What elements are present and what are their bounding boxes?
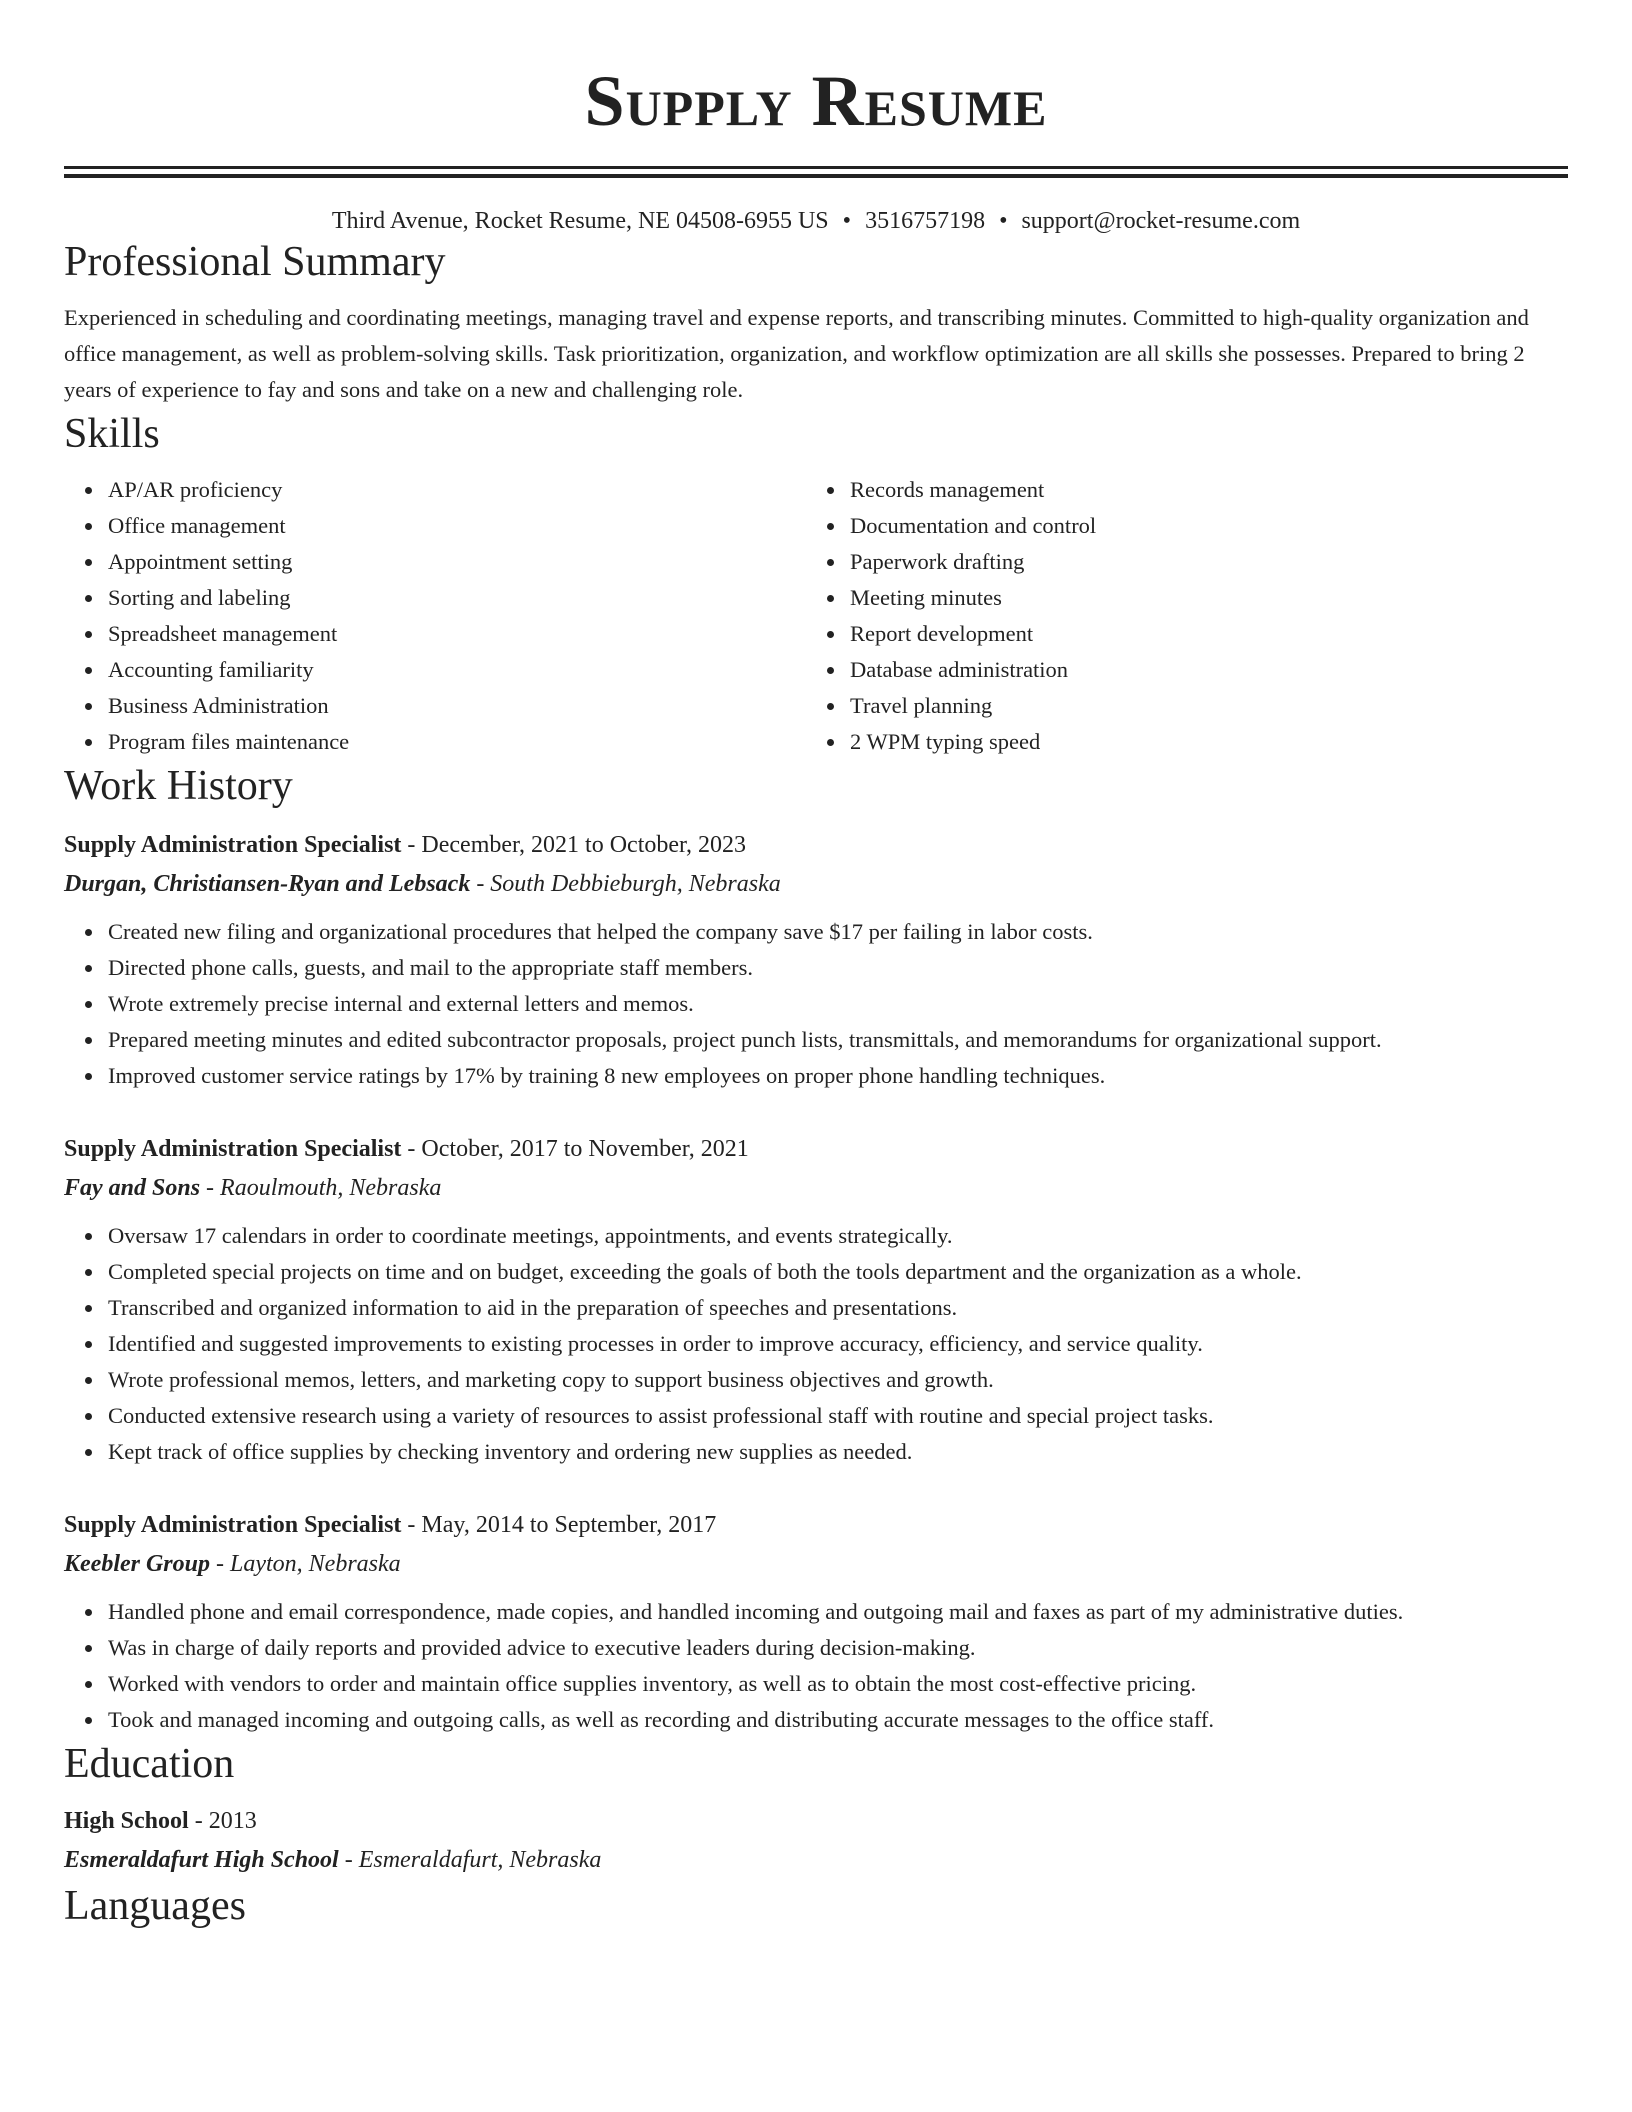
skills-heading: Skills <box>64 411 160 457</box>
job-company-line <box>64 1168 1568 1208</box>
resume-title: Supply Resume <box>584 61 1048 141</box>
contact-email: support@rocket-resume.com <box>1021 208 1301 234</box>
work-history-heading: Work History <box>64 763 293 809</box>
job-entry <box>64 826 1568 1094</box>
languages-heading: Languages <box>64 1883 246 1929</box>
job-dates: - December, 2021 to October, 2023 <box>407 832 747 858</box>
job-entry <box>64 1506 1568 1738</box>
education-degree-line <box>64 1802 1568 1840</box>
job-duties <box>64 1218 1568 1470</box>
contact-separator: • <box>999 208 1008 234</box>
job-dates: - May, 2014 to September, 2017 <box>407 1512 717 1538</box>
skill-item: 2 WPM typing speed <box>850 724 1548 760</box>
job-company: Keebler Group <box>64 1551 210 1577</box>
education-location: - Esmeraldafurt, Nebraska <box>344 1847 602 1873</box>
job-location: - Raoulmouth, Nebraska <box>206 1175 442 1201</box>
job-title-line <box>64 1506 1568 1544</box>
skill-item: Database administration <box>850 652 1548 688</box>
job-title: Supply Administration Specialist <box>64 1512 402 1538</box>
job-duty: Handled phone and email correspondence, made copies, and handled incoming and outgoing mail and faxes as part of my administrative duties. <box>108 1594 1568 1630</box>
job-company-line <box>64 1544 1568 1584</box>
skills-columns <box>64 472 1568 760</box>
job-duty: Transcribed and organized information to aid in the preparation of speeches and presentations. <box>108 1290 1568 1326</box>
job-duty: Improved customer service ratings by 17% by training 8 new employees on proper phone handling techniques. <box>108 1058 1568 1094</box>
job-dates: - October, 2017 to November, 2021 <box>407 1136 749 1162</box>
education-degree: High School <box>64 1808 189 1834</box>
skill-item: Records management <box>850 472 1548 508</box>
skills-right-list <box>806 472 1548 760</box>
skill-item: Meeting minutes <box>850 580 1548 616</box>
job-duty: Completed special projects on time and on budget, exceeding the goals of both the tools department and the organization as a whole. <box>108 1254 1568 1290</box>
education-heading: Education <box>64 1741 235 1787</box>
job-duty: Took and managed incoming and outgoing calls, as well as recording and distributing accurate messages to the office staff. <box>108 1702 1568 1738</box>
skill-item: Paperwork drafting <box>850 544 1548 580</box>
job-duty: Prepared meeting minutes and edited subcontractor proposals, project punch lists, transmittals, and memorandums for organizational support. <box>108 1022 1568 1058</box>
skill-item: Documentation and control <box>850 508 1548 544</box>
job-company: Durgan, Christiansen-Ryan and Lebsack <box>64 871 471 897</box>
job-duty: Identified and suggested improvements to existing processes in order to improve accuracy, efficiency, and service quality. <box>108 1326 1568 1362</box>
job-title: Supply Administration Specialist <box>64 1136 402 1162</box>
summary-text: Experienced in scheduling and coordinating meetings, managing travel and expense reports, and transcribing minutes. Committed to high-quality organization and office management, as well as problem-solving skills. Task prioritization, organization, and workflow optimization are all skills she possesses. Prepared to bring 2 years of experience to fay and sons and take on a new and challenging role. <box>64 305 1529 402</box>
job-duty: Oversaw 17 calendars in order to coordinate meetings, appointments, and events strategically. <box>108 1218 1568 1254</box>
job-duty: Directed phone calls, guests, and mail to the appropriate staff members. <box>108 950 1568 986</box>
job-location: - Layton, Nebraska <box>216 1551 401 1577</box>
skill-item: Accounting familiarity <box>108 652 806 688</box>
skill-item: Spreadsheet management <box>108 616 806 652</box>
job-duty: Created new filing and organizational procedures that helped the company save $17 per failing in labor costs. <box>108 914 1568 950</box>
job-company-line <box>64 864 1568 904</box>
title-double-rule <box>64 166 1568 178</box>
education-year: - 2013 <box>194 1808 257 1834</box>
job-entry <box>64 1130 1568 1470</box>
job-duty: Wrote professional memos, letters, and marketing copy to support business objectives and growth. <box>108 1362 1568 1398</box>
summary-heading: Professional Summary <box>64 239 446 285</box>
skills-left-list <box>64 472 806 760</box>
skill-item: Business Administration <box>108 688 806 724</box>
job-duty: Conducted extensive research using a variety of resources to assist professional staff with routine and special project tasks. <box>108 1398 1568 1434</box>
job-title-line <box>64 1130 1568 1168</box>
skill-item: Appointment setting <box>108 544 806 580</box>
skill-item: Office management <box>108 508 806 544</box>
contact-separator: • <box>842 208 852 234</box>
job-duty: Worked with vendors to order and maintain office supplies inventory, as well as to obtain the most cost-effective pricing. <box>108 1666 1568 1702</box>
skill-item: Travel planning <box>850 688 1548 724</box>
job-title-line <box>64 826 1568 864</box>
resume-page <box>64 0 1568 1932</box>
contact-phone: 3516757198 <box>865 208 986 234</box>
job-duty: Wrote extremely precise internal and external letters and memos. <box>108 986 1568 1022</box>
skill-item: Report development <box>850 616 1548 652</box>
job-duty: Kept track of office supplies by checking inventory and ordering new supplies as needed. <box>108 1434 1568 1470</box>
education-school: Esmeraldafurt High School <box>64 1847 339 1873</box>
job-company: Fay and Sons <box>64 1175 201 1201</box>
job-duties <box>64 914 1568 1094</box>
job-duty: Was in charge of daily reports and provided advice to executive leaders during decision-making. <box>108 1630 1568 1666</box>
skill-item: AP/AR proficiency <box>108 472 806 508</box>
skill-item: Program files maintenance <box>108 724 806 760</box>
education-school-line <box>64 1840 1568 1880</box>
work-history-list <box>64 826 1568 1738</box>
skill-item: Sorting and labeling <box>108 580 806 616</box>
job-duties <box>64 1594 1568 1738</box>
job-location: - South Debbieburgh, Nebraska <box>476 871 781 897</box>
contact-address: Third Avenue, Rocket Resume, NE 04508-6955 US <box>331 208 829 234</box>
job-title: Supply Administration Specialist <box>64 832 402 858</box>
contact-line <box>64 206 1568 236</box>
